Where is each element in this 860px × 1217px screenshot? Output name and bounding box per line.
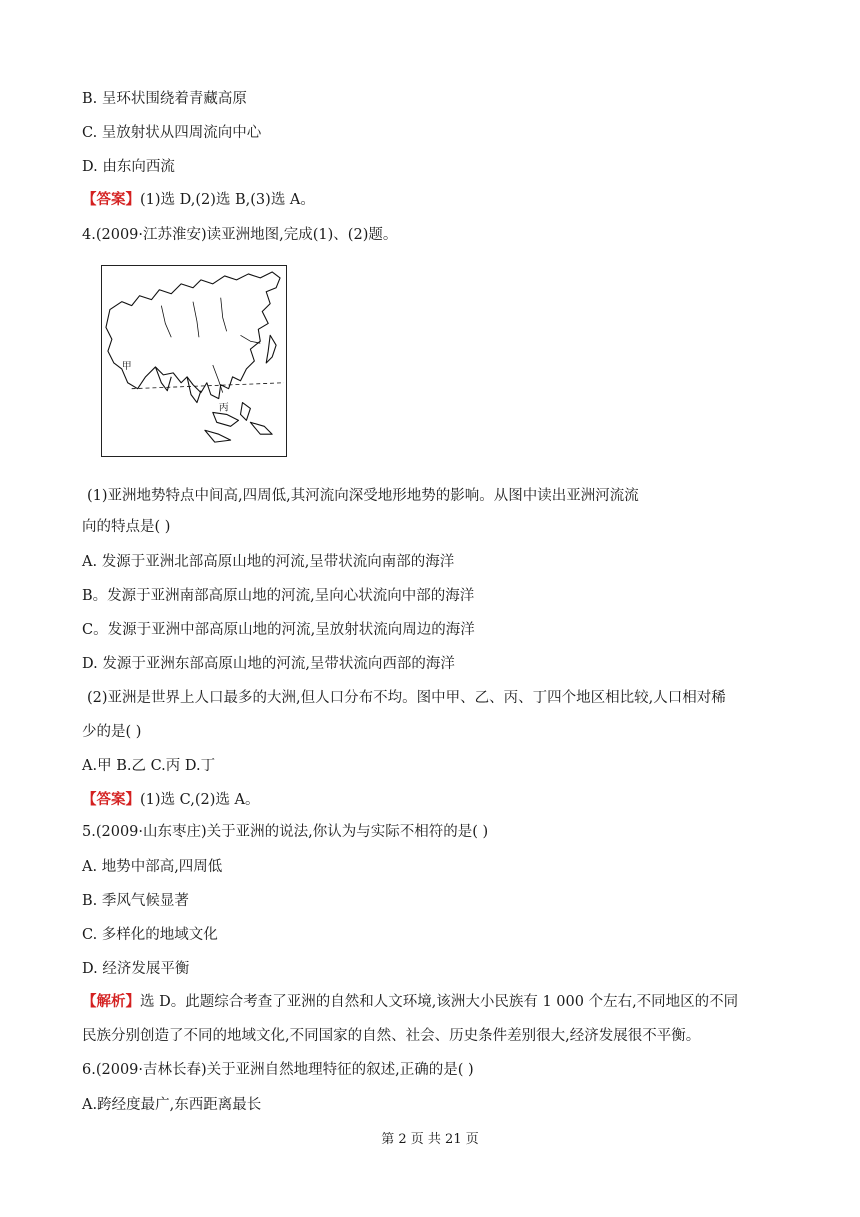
q4-answer [82,790,259,810]
q4-sub2-options: A.甲 B.乙 C.丙 D.丁 [82,758,216,774]
q5-analysis-line2: 民族分别创造了不同的地域文化,不同国家的自然、社会、历史条件差别很大,经济发展很不平衡。 [82,1028,701,1044]
page-footer: 第 2 页 共 21 页 [381,1132,479,1147]
q5-analysis-line1 [82,992,738,1012]
q6-stem: 6.(2009·吉林长春)关于亚洲自然地理特征的叙述,正确的是( ) [82,1062,474,1078]
analysis-text: 选 D。此题综合考查了亚洲的自然和人文环境,该洲大小民族有 1 000 个左右,不同地区的不同 [140,994,739,1010]
map-label-jia: 甲 [121,360,132,372]
q4-sub1-option-d: D. 发源于亚洲东部高原山地的河流,呈带状流向西部的海洋 [82,656,455,672]
q4-sub1-line2: 向的特点是( ) [82,519,171,535]
answer-tag: 【答案】 [82,791,140,808]
asia-map [101,265,287,457]
q5-option-b: B. 季风气候显著 [82,893,189,909]
answer-tag: 【答案】 [82,191,140,208]
q6-option-a: A.跨经度最广,东西距离最长 [82,1097,262,1113]
q3-answer [82,190,315,210]
q3-option-d: D. 由东向西流 [82,159,175,175]
q4-sub1-option-a: A. 发源于亚洲北部高原山地的河流,呈带状流向南部的海洋 [82,554,455,570]
q5-option-d: D. 经济发展平衡 [82,961,190,977]
analysis-tag: 【解析】 [82,993,140,1010]
q3-option-c: C. 呈放射状从四周流向中心 [82,125,262,141]
q4-sub2-line1: (2)亚洲是世界上人口最多的大洲,但人口分布不均。图中甲、乙、丙、丁四个地区相比较,人口相对稀 [87,690,726,706]
asia-map-drawing [102,266,286,456]
q5-option-c: C. 多样化的地域文化 [82,927,218,943]
q4-sub1-option-b: B。发源于亚洲南部高原山地的河流,呈向心状流向中部的海洋 [82,588,475,604]
answer-text: (1)选 D,(2)选 B,(3)选 A。 [140,192,315,208]
q5-option-a: A. 地势中部高,四周低 [82,859,223,875]
q5-stem: 5.(2009·山东枣庄)关于亚洲的说法,你认为与实际不相符的是( ) [82,824,489,840]
q3-option-b: B. 呈环状围绕着青藏高原 [82,91,247,107]
map-label-bing: 丙 [218,402,229,414]
q4-sub1-option-c: C。发源于亚洲中部高原山地的河流,呈放射状流向周边的海洋 [82,622,475,638]
q4-sub1-line1: (1)亚洲地势特点中间高,四周低,其河流向深受地形地势的影响。从图中读出亚洲河流流 [87,488,639,504]
q4-sub2-line2: 少的是( ) [82,724,142,740]
q4-stem: 4.(2009·江苏淮安)读亚洲地图,完成(1)、(2)题。 [82,227,398,243]
answer-text: (1)选 C,(2)选 A。 [140,792,260,808]
